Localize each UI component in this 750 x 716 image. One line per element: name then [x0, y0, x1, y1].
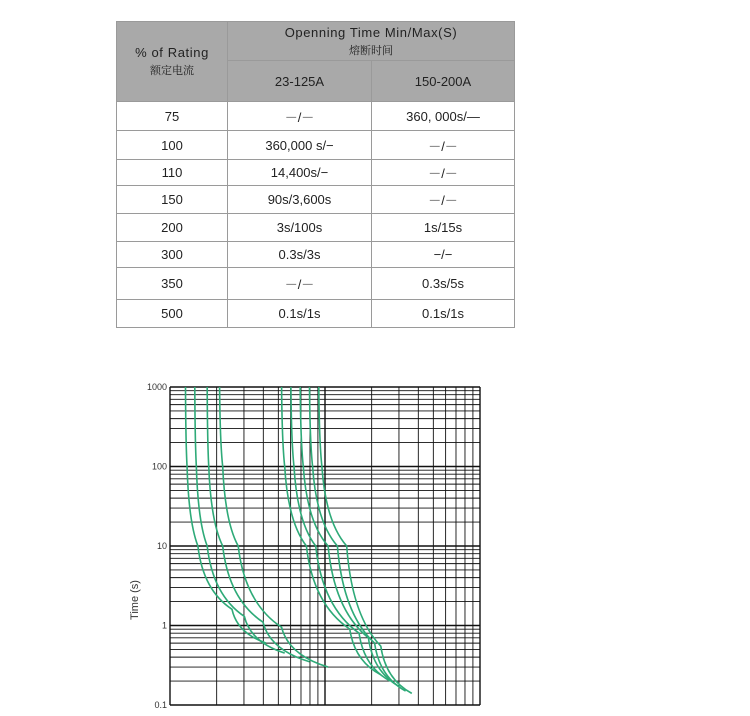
time-cell-b: 0.3s/5s	[372, 268, 515, 300]
rating-header: % of Rating	[135, 45, 209, 60]
table-row	[117, 160, 515, 186]
chart-y-ticks	[147, 382, 167, 710]
y-axis-label: Time (s)	[129, 580, 141, 620]
time-cell-b: －/－	[372, 160, 515, 186]
table-row	[117, 102, 515, 131]
fuse-curve	[291, 387, 390, 681]
time-cell-b: −/−	[372, 242, 515, 268]
rating-cell: 200	[117, 214, 228, 242]
opening-time-table	[116, 21, 515, 328]
table-row	[117, 214, 515, 242]
time-header: Openning Time Min/Max(S)	[284, 24, 458, 40]
time-header-cell	[228, 22, 515, 61]
table-row	[117, 268, 515, 300]
chart-curves	[186, 387, 412, 693]
table-row	[117, 242, 515, 268]
time-cell-a: －/－	[228, 268, 372, 300]
time-cell-a: 0.3s/3s	[228, 242, 372, 268]
time-cell-a: 3s/100s	[228, 214, 372, 242]
rating-cell: 500	[117, 300, 228, 328]
rating-cell: 75	[117, 102, 228, 131]
fuse-curve	[300, 387, 399, 687]
time-current-chart	[0, 360, 750, 711]
y-tick-label: 1	[161, 620, 167, 631]
table-row	[117, 131, 515, 160]
table-row	[117, 186, 515, 214]
rating-cell: 350	[117, 268, 228, 300]
table-row	[117, 300, 515, 328]
chart-svg	[0, 360, 750, 711]
rating-cell: 150	[117, 186, 228, 214]
fuse-curve	[186, 387, 267, 643]
time-cell-a: 360,000 s/−	[228, 131, 372, 160]
rating-cell: 110	[117, 160, 228, 186]
time-cell-b: 0.1s/1s	[372, 300, 515, 328]
y-tick-label: 10	[156, 541, 167, 551]
chart-grid	[170, 387, 480, 705]
time-cell-a: 14,400s/−	[228, 160, 372, 186]
time-cell-b: －/－	[372, 186, 515, 214]
time-cell-b: 360, 000s/—	[372, 102, 515, 131]
time-cell-a: －/－	[228, 102, 372, 131]
y-tick-label: 100	[151, 461, 167, 472]
time-cell-a: 0.1s/1s	[228, 300, 372, 328]
time-header-cn: 熔断时间	[349, 44, 393, 57]
time-cell-a: 90s/3,600s	[228, 186, 372, 214]
col-header-23-125a: 23-125A	[228, 61, 372, 102]
col-header-150-200a: 150-200A	[372, 61, 515, 102]
time-cell-b: 1s/15s	[372, 214, 515, 242]
fuse-curve	[282, 387, 381, 675]
rating-header-cell	[117, 22, 228, 102]
rating-cell: 100	[117, 131, 228, 160]
y-tick-label: 0.1	[154, 700, 167, 710]
rating-cell: 300	[117, 242, 228, 268]
y-tick-label: 1000	[146, 382, 167, 392]
fuse-curve	[310, 387, 406, 691]
time-cell-b: －/－	[372, 131, 515, 160]
rating-header-cn: 额定电流	[150, 65, 194, 77]
